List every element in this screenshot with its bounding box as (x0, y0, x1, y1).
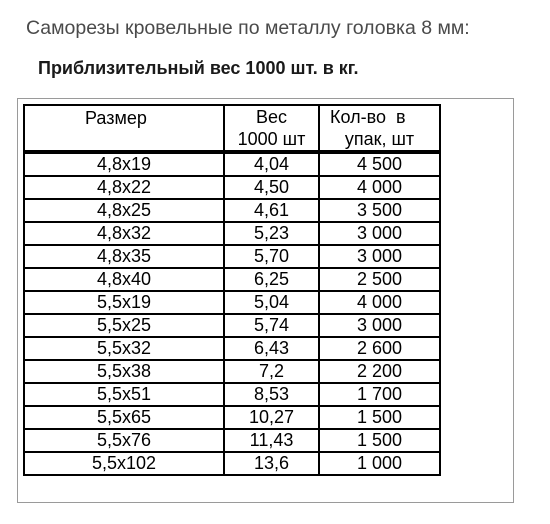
cell-weight: 10,27 (224, 406, 319, 429)
cell-weight: 5,23 (224, 222, 319, 245)
cell-count: 3 000 (319, 222, 440, 245)
cell-count: 4 000 (319, 291, 440, 314)
table-row (24, 176, 440, 199)
table-row (24, 429, 440, 452)
table-header-row (24, 105, 440, 152)
cell-weight: 11,43 (224, 429, 319, 452)
cell-count: 1 500 (319, 406, 440, 429)
table-row (24, 245, 440, 268)
header-size: Размер (24, 105, 224, 152)
screw-weight-table (23, 104, 441, 476)
page-subtitle: Приблизительный вес 1000 шт. в кг. (38, 58, 359, 78)
cell-size: 4,8х40 (24, 268, 224, 291)
header-weight: Вес 1000 шт (224, 105, 319, 152)
cell-size: 5,5х51 (24, 383, 224, 406)
cell-count: 2 600 (319, 337, 440, 360)
cell-count: 4 000 (319, 176, 440, 199)
cell-weight: 4,61 (224, 199, 319, 222)
cell-size: 5,5х76 (24, 429, 224, 452)
table-row (24, 337, 440, 360)
table-row (24, 314, 440, 337)
cell-count: 1 000 (319, 452, 440, 475)
cell-weight: 6,25 (224, 268, 319, 291)
cell-weight: 7,2 (224, 360, 319, 383)
cell-size: 5,5х38 (24, 360, 224, 383)
cell-weight: 8,53 (224, 383, 319, 406)
cell-weight: 5,74 (224, 314, 319, 337)
cell-weight: 5,70 (224, 245, 319, 268)
table-row (24, 222, 440, 245)
table-row (24, 152, 440, 176)
table-row (24, 406, 440, 429)
cell-count: 4 500 (319, 152, 440, 176)
cell-size: 4,8х35 (24, 245, 224, 268)
table-row (24, 199, 440, 222)
cell-size: 4,8х25 (24, 199, 224, 222)
cell-weight: 6,43 (224, 337, 319, 360)
cell-weight: 4,50 (224, 176, 319, 199)
cell-size: 5,5х19 (24, 291, 224, 314)
cell-count: 3 500 (319, 199, 440, 222)
cell-count: 1 700 (319, 383, 440, 406)
cell-count: 1 500 (319, 429, 440, 452)
cell-count: 3 000 (319, 245, 440, 268)
page-title: Саморезы кровельные по металлу головка 8 мм: (26, 17, 470, 39)
table-row (24, 291, 440, 314)
cell-size: 5,5х65 (24, 406, 224, 429)
cell-weight: 5,04 (224, 291, 319, 314)
header-count: Кол-во в упак, шт (319, 105, 440, 152)
table-body (24, 152, 440, 475)
cell-size: 4,8х22 (24, 176, 224, 199)
cell-size: 4,8х19 (24, 152, 224, 176)
cell-count: 3 000 (319, 314, 440, 337)
table-row (24, 452, 440, 475)
cell-size: 5,5х32 (24, 337, 224, 360)
cell-weight: 13,6 (224, 452, 319, 475)
table-row (24, 268, 440, 291)
cell-weight: 4,04 (224, 152, 319, 176)
cell-size: 5,5х25 (24, 314, 224, 337)
cell-size: 4,8х32 (24, 222, 224, 245)
table-row (24, 360, 440, 383)
cell-size: 5,5х102 (24, 452, 224, 475)
cell-count: 2 200 (319, 360, 440, 383)
cell-count: 2 500 (319, 268, 440, 291)
table-row (24, 383, 440, 406)
